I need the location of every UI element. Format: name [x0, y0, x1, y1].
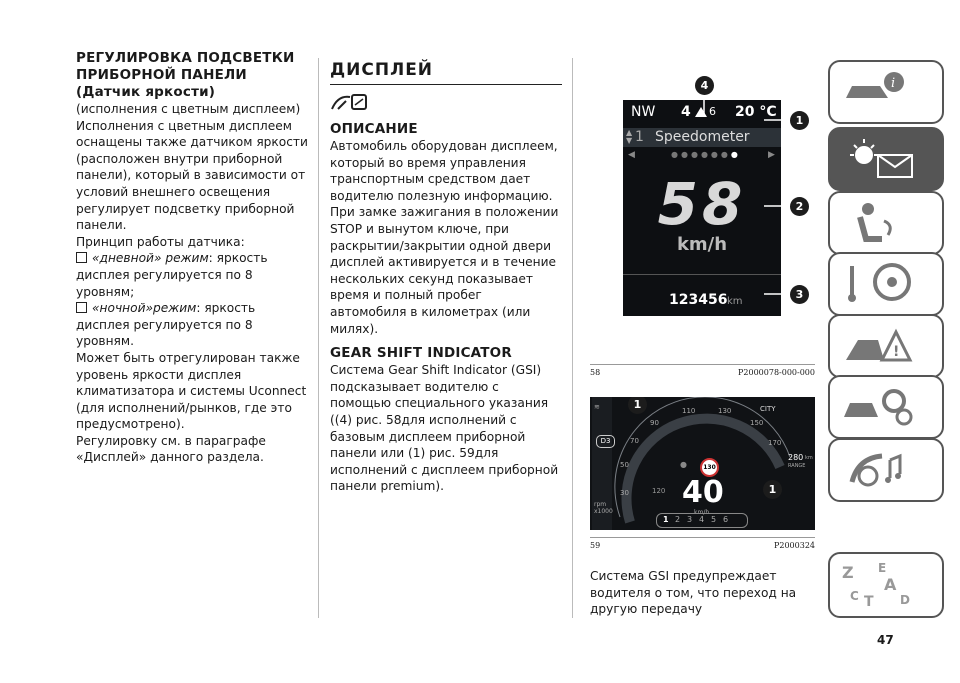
title-rule — [330, 84, 562, 85]
alphabet-index-icon — [838, 560, 918, 608]
speed-limit-sign: 130 — [700, 458, 719, 477]
range-label: RANGE — [788, 463, 806, 469]
svg-text:A: A — [884, 575, 897, 594]
subsection-heading: GEAR SHIFT INDICATOR — [330, 345, 512, 362]
updown-arrow-icon: ▲ ▼ — [626, 128, 633, 145]
gear-option: 2 — [675, 515, 681, 524]
drive-mode: CITY — [760, 405, 776, 413]
seat-airbag-icon — [838, 199, 918, 243]
middle-column — [330, 50, 562, 495]
tach-scale-icon: ≋ — [594, 403, 600, 411]
figure-caption — [590, 364, 815, 377]
figure-code: P2000078-000-000 — [738, 368, 815, 377]
figure-caption — [590, 537, 815, 550]
tab-warning-lights[interactable] — [828, 127, 944, 191]
svg-text:Z: Z — [842, 563, 854, 582]
paragraph: (исполнения с цветным дисплеем) — [76, 102, 301, 116]
scale-tick: 130 — [718, 407, 732, 415]
warning-light-envelope-icon — [838, 135, 918, 179]
left-column — [76, 50, 308, 466]
current-gear: 4 — [681, 104, 691, 120]
callout-3: 3 — [790, 285, 809, 304]
gear-box: D3 — [596, 435, 615, 448]
car-info-icon — [838, 68, 918, 112]
bullet-square-icon — [76, 302, 87, 313]
left-arrow-icon: ◀ — [628, 150, 635, 160]
scale-tick: 150 — [750, 419, 764, 427]
tab-multimedia[interactable] — [828, 438, 944, 502]
page-number: 47 — [877, 633, 894, 647]
dashboard-display-icon — [330, 91, 370, 113]
tab-driving[interactable] — [828, 252, 944, 316]
tab-safety[interactable] — [828, 191, 944, 255]
gear-selected: 1 — [663, 515, 669, 524]
range-unit: km — [805, 455, 813, 461]
figure-number: 58 — [590, 368, 601, 377]
callout-1: 1 — [628, 397, 647, 414]
premium-dashboard-figure — [590, 397, 815, 530]
tab-emergency[interactable] — [828, 314, 944, 378]
sign-icon: ● — [680, 460, 687, 469]
paragraph: Принцип работы датчика: — [76, 234, 245, 249]
tab-maintenance[interactable] — [828, 375, 944, 439]
svg-text:D: D — [900, 593, 910, 607]
odometer-unit: km — [727, 296, 743, 307]
paragraph: Автомобиль оборудован дисплеем, который во время управления транспортным средством дает водителю полезную информацию. При замке зажигания в положении STOP и вынутом ключе, при раскрытии/закрытии одной двери дисплей активируется и в течение нескольких секунд показывает время и полный пробег автомобиля в километрах (или милях). — [330, 139, 559, 336]
svg-text:!: ! — [893, 344, 900, 360]
gear-option: 6 — [723, 515, 729, 524]
gear-option: 3 — [687, 515, 693, 524]
rpm-label: rpm x1000 — [594, 501, 613, 515]
menu-title: Speedometer — [655, 129, 750, 145]
paragraph: Может быть отрегулирован также уровень яркости дисплея климатизатора и системы Uconnect (для исполнений/рынков, где это предусмотрено). — [76, 350, 307, 432]
gear-option: 4 — [699, 515, 705, 524]
callout-1: 1 — [763, 480, 782, 499]
paragraph: Исполнения с цветным дисплеем оснащены также датчиком яркости (расположен внутри приборной панели), который в зависимости от условий внешнего освещения регулирует подсветку приборной панели. — [76, 118, 308, 233]
gear-option: 5 — [711, 515, 717, 524]
range-value: 280 — [788, 453, 804, 462]
scale-tick: 70 — [630, 437, 639, 445]
svg-text:E: E — [878, 561, 887, 575]
right-arrow-icon: ▶ — [768, 150, 775, 160]
digital-speed: 40 — [682, 475, 724, 510]
page-dots-indicator: ●●●●●●● — [671, 150, 741, 159]
bullet-item: «дневной» режим: яркость дисплея регулируется по 8 уровням; — [76, 251, 268, 299]
tab-index[interactable] — [828, 552, 944, 618]
speed-unit: km/h — [676, 234, 728, 255]
paragraph: Система Gear Shift Indicator (GSI) подсказывает водителю с помощью специального указания ((4) рис. 58для исполнений с базовым дисплеем приборной панели или (1) рис. 59для исполнений с дисплеем приборной панели premium). — [330, 363, 559, 494]
compass-heading: NW — [631, 104, 656, 120]
menu-index: 1 — [635, 129, 644, 145]
tab-car-info[interactable] — [828, 60, 944, 124]
car-music-icon — [838, 446, 918, 490]
bullet-square-icon — [76, 252, 87, 263]
subsection-heading: ОПИСАНИЕ — [330, 121, 418, 137]
bullet-item: «ночной»режим: яркость дисплея регулируется по 8 уровням. — [76, 301, 256, 349]
svg-text:T: T — [864, 594, 874, 608]
section-title: ДИСПЛЕЙ — [330, 60, 434, 80]
suggested-gear: 6 — [709, 105, 716, 118]
small-value: 120 — [652, 487, 666, 495]
scale-tick: 30 — [620, 489, 629, 497]
column-divider — [318, 58, 319, 618]
column-divider — [572, 58, 573, 618]
callout-2: 2 — [790, 197, 809, 216]
outside-temperature: 20 °C — [735, 104, 777, 120]
callout-4: 4 — [695, 76, 714, 95]
paragraph: Система GSI предупреждает водителя о том, что переход на другую передачу — [590, 569, 797, 617]
crash-warning-icon — [838, 322, 918, 366]
car-gears-icon — [838, 383, 918, 427]
speed-unit: km/h — [694, 509, 710, 516]
scale-tick: 50 — [620, 461, 629, 469]
odometer-value: 123456 — [669, 292, 728, 308]
svg-text:i: i — [891, 76, 896, 91]
paragraph: Регулировку см. в параграфе «Дисплей» данного раздела. — [76, 433, 266, 465]
figure-code: P2000324 — [773, 541, 815, 550]
callout-leader-lines — [690, 70, 800, 310]
figure-number: 59 — [590, 541, 601, 550]
scale-tick: 110 — [682, 407, 696, 415]
gear-indicator-bar — [656, 513, 748, 528]
section-heading: РЕГУЛИРОВКА ПОДСВЕТКИ ПРИБОРНОЙ ПАНЕЛИ (Датчик яркости) — [76, 50, 295, 100]
callout-1: 1 — [790, 111, 809, 130]
svg-text:C: C — [850, 589, 859, 603]
steering-wheel-key-icon — [838, 260, 918, 304]
scale-tick: 170 — [768, 439, 782, 447]
scale-tick: 90 — [650, 419, 659, 427]
digital-speed: 58 — [657, 170, 747, 238]
